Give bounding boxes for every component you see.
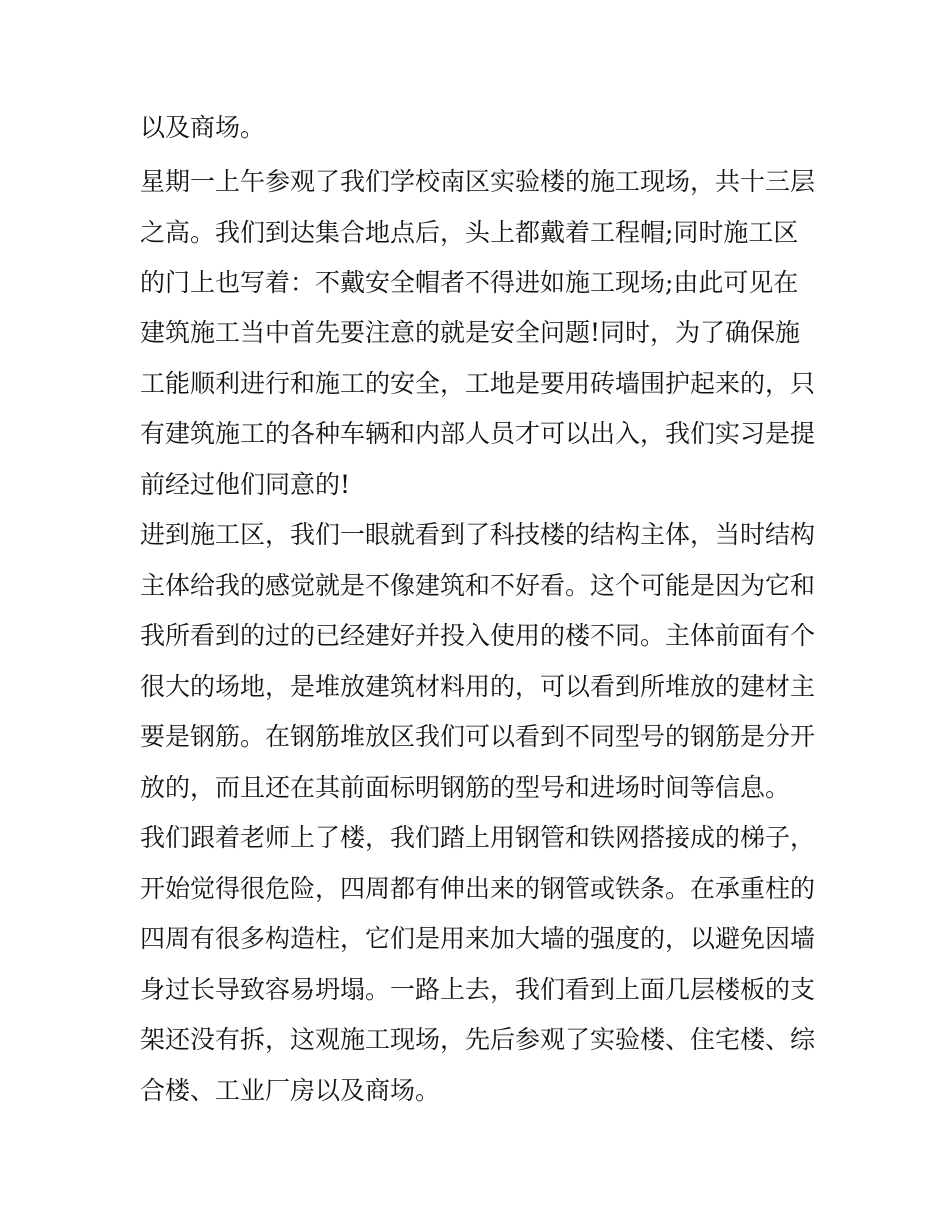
text-line: 工能顺利进行和施工的安全，工地是要用砖墙围护起来的，只 xyxy=(140,369,816,398)
text-line: 星期一上午参观了我们学校南区实验楼的施工现场，共十三层 xyxy=(140,167,816,196)
text-line: 主体给我的感觉就是不像建筑和不好看。这个可能是因为它和 xyxy=(140,571,816,600)
text-line: 我们跟着老师上了楼，我们踏上用钢管和铁网搭接成的梯子， xyxy=(140,823,816,852)
text-line: 开始觉得很危险，四周都有伸出来的钢管或铁条。在承重柱的 xyxy=(140,874,816,903)
text-line: 四周有很多构造柱，它们是用来加大墙的强度的，以避免因墙 xyxy=(140,924,816,953)
text-line: 身过长导致容易坍塌。一路上去，我们看到上面几层楼板的支 xyxy=(140,975,816,1004)
text-line: 前经过他们同意的! xyxy=(140,470,351,499)
text-line: 的门上也写着：不戴安全帽者不得进如施工现场;由此可见在 xyxy=(140,268,799,297)
text-line: 合楼、工业厂房以及商场。 xyxy=(140,1076,441,1105)
text-line: 建筑施工当中首先要注意的就是安全问题!同时，为了确保施 xyxy=(140,318,801,347)
text-line: 之高。我们到达集合地点后，头上都戴着工程帽;同时施工区 xyxy=(140,218,799,247)
text-line: 我所看到的过的已经建好并投入使用的楼不同。主体前面有个 xyxy=(140,621,816,650)
text-line: 要是钢筋。在钢筋堆放区我们可以看到不同型号的钢筋是分开 xyxy=(140,722,816,751)
text-line: 很大的场地，是堆放建筑材料用的，可以看到所堆放的建材主 xyxy=(140,672,816,701)
text-line: 进到施工区，我们一眼就看到了科技楼的结构主体，当时结构 xyxy=(140,520,816,549)
text-line: 放的，而且还在其前面标明钢筋的型号和进场时间等信息。 xyxy=(140,773,791,802)
text-line: 有建筑施工的各种车辆和内部人员才可以出入，我们实习是提 xyxy=(140,419,816,448)
text-line: 以及商场。 xyxy=(140,113,266,142)
text-line: 架还没有拆，这观施工现场，先后参观了实验楼、住宅楼、综 xyxy=(140,1025,816,1054)
